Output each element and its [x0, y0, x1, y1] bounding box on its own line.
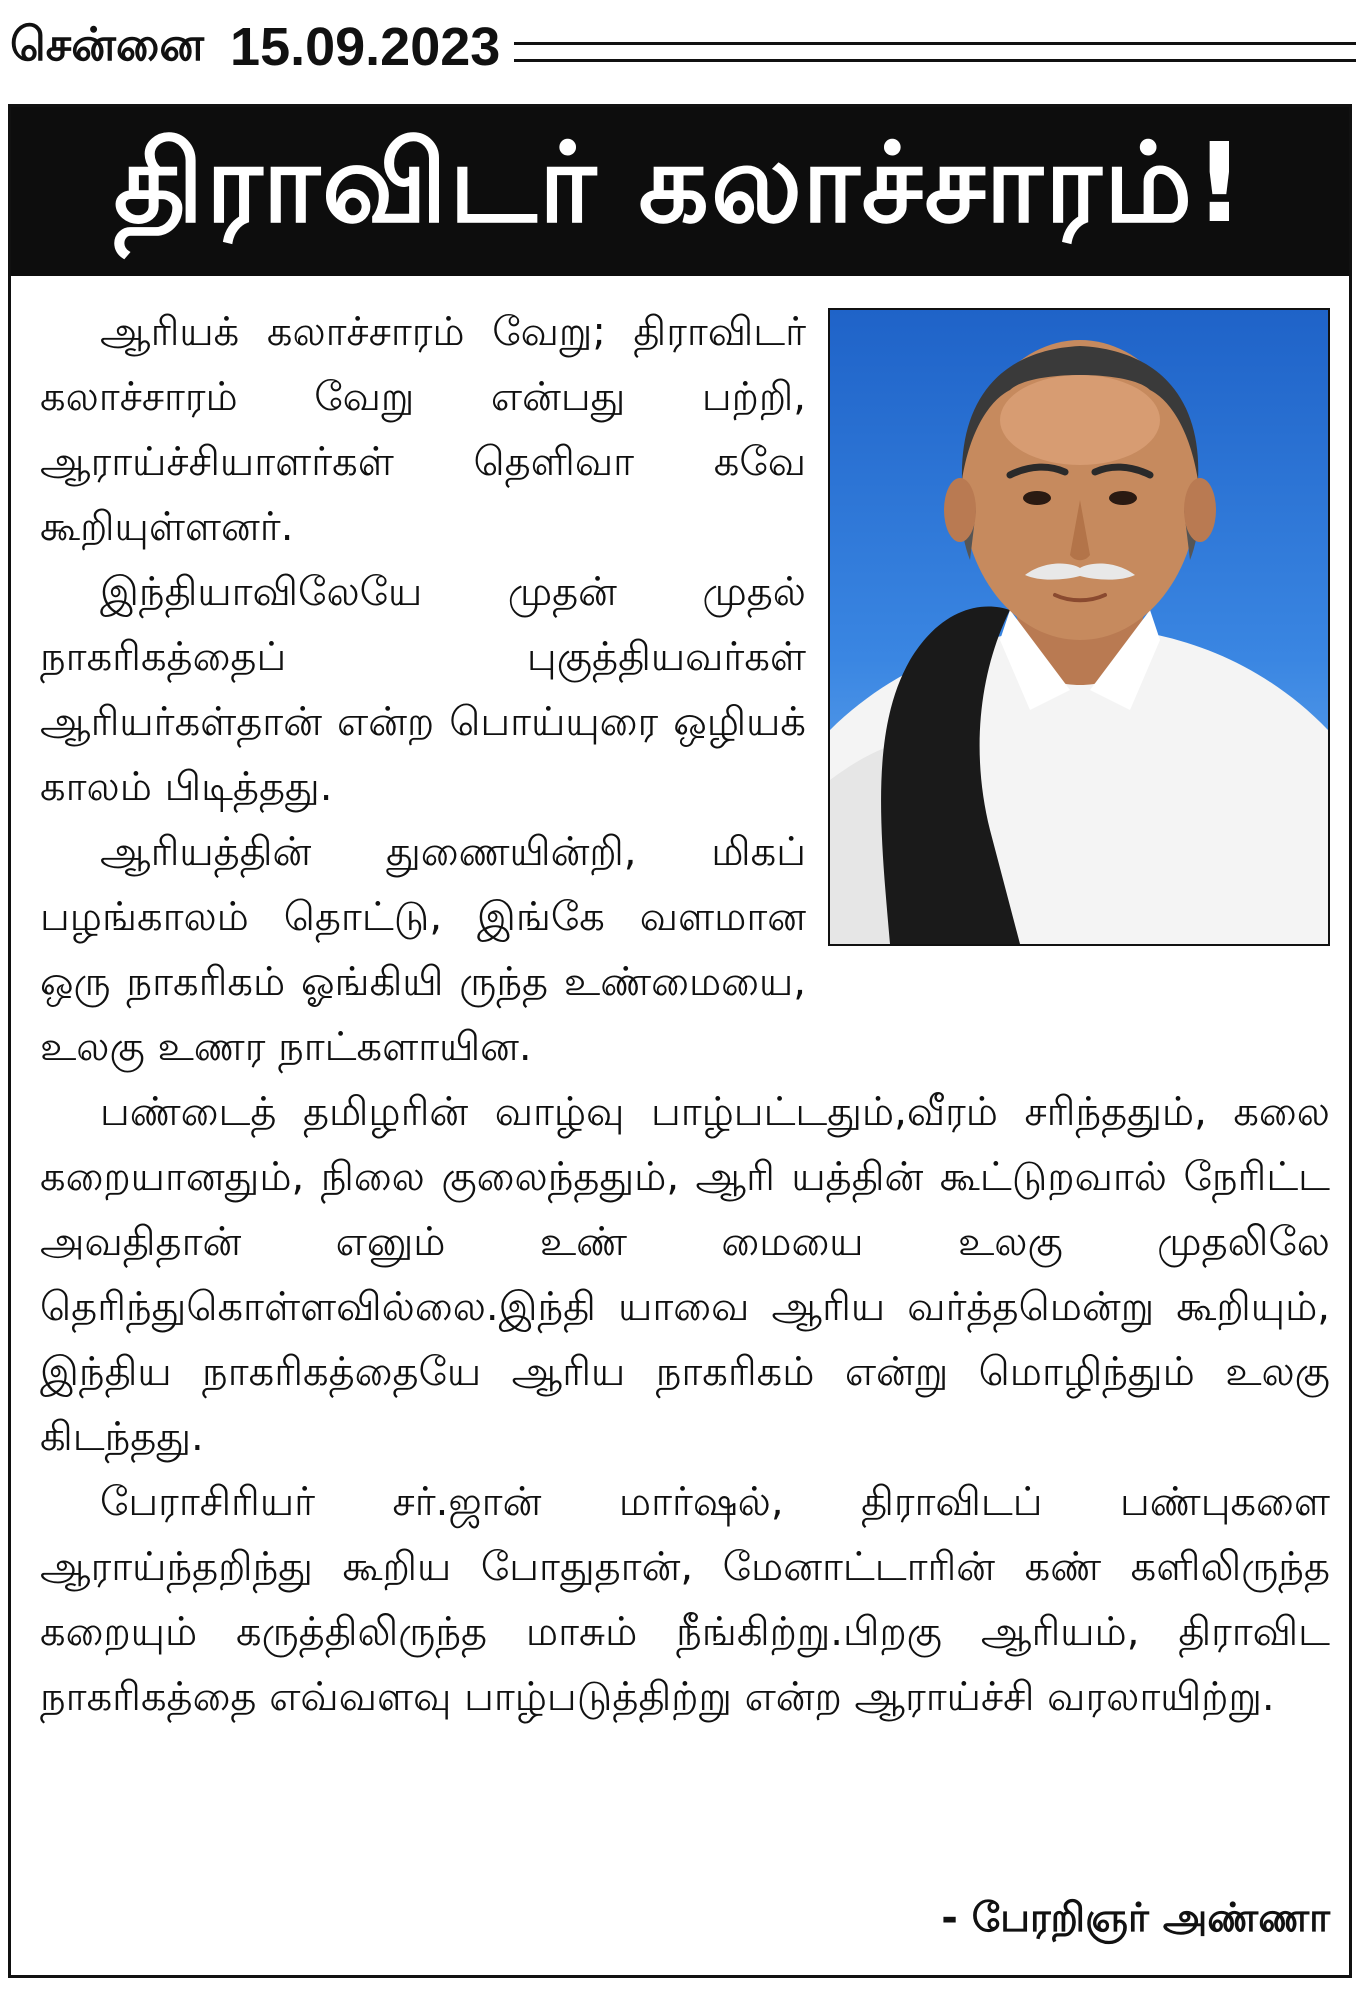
paragraph-1: ஆரியக் கலாச்சாரம் வேறு; திராவிடர் கலாச்சாரம் வேறு என்பது பற்றி, ஆராய்ச்சியாளர்கள் தெளிவா கவே கூறியுள்ளனர். — [40, 309, 806, 550]
portrait-photo — [828, 308, 1330, 946]
paragraph-3: ஆரியத்தின் துணையின்றி, மிகப் பழங்காலம் தொட்டு, இங்கே வளமான ஒரு நாகரிகம் ஓங்கியி ருந்த உண்மையை, உலகு உணர நாட்களாயின. — [40, 829, 806, 1070]
portrait-icon — [830, 310, 1328, 944]
dateline-date: 15.09.2023 — [230, 17, 501, 77]
paragraph-2: இந்தியாவிலேயே முதன் முதல் நாகரிகத்தைப் புகுத்தியவர்கள் ஆரியர்கள்தான் என்ற பொய்யுரை ஒழியக் காலம் பிடித்தது. — [40, 569, 806, 810]
headline: திராவிடர் கலாச்சாரம்! — [113, 118, 1247, 247]
author-signature: - பேரறிஞர் அண்ணா — [941, 1895, 1330, 1941]
dateline-rule — [514, 42, 1356, 62]
paragraph-5: பேராசிரியர் சர்.ஜான் மார்ஷல், திராவிடப் பண்புகளை ஆராய்ந்தறிந்து கூறிய போதுதான், மேனாட்டாரின் கண் களிலிருந்த கறையும் கருத்திலிருந்த மாசும் நீங்கிற்று.பிறகு ஆரியம், திராவிட நாகரிகத்தை எவ்வளவு பாழ்படுத்திற்று என்ற ஆராய்ச்சி வரலாயிற்று. — [40, 1479, 1330, 1720]
paragraph-4: பண்டைத் தமிழரின் வாழ்வு பாழ்பட்டதும்,வீரம் சரிந்ததும், கலை கறையானதும், நிலை குலைந்ததும், ஆரி யத்தின் கூட்டுறவால் நேரிட்ட அவதிதான் எனும் உண் மையை உலகு முதலிலே தெரிந்துகொள்ளவில்லை.இந்தி யாவை ஆரிய வர்த்தமென்று கூறியும், இந்திய நாகரிகத்தையே ஆரிய நாகரிகம் என்று மொழிந்தும் உலகு கிடந்தது. — [40, 1089, 1330, 1460]
dateline — [10, 12, 1356, 82]
article-body — [40, 300, 1330, 1730]
dateline-city: சென்னை — [10, 16, 205, 71]
